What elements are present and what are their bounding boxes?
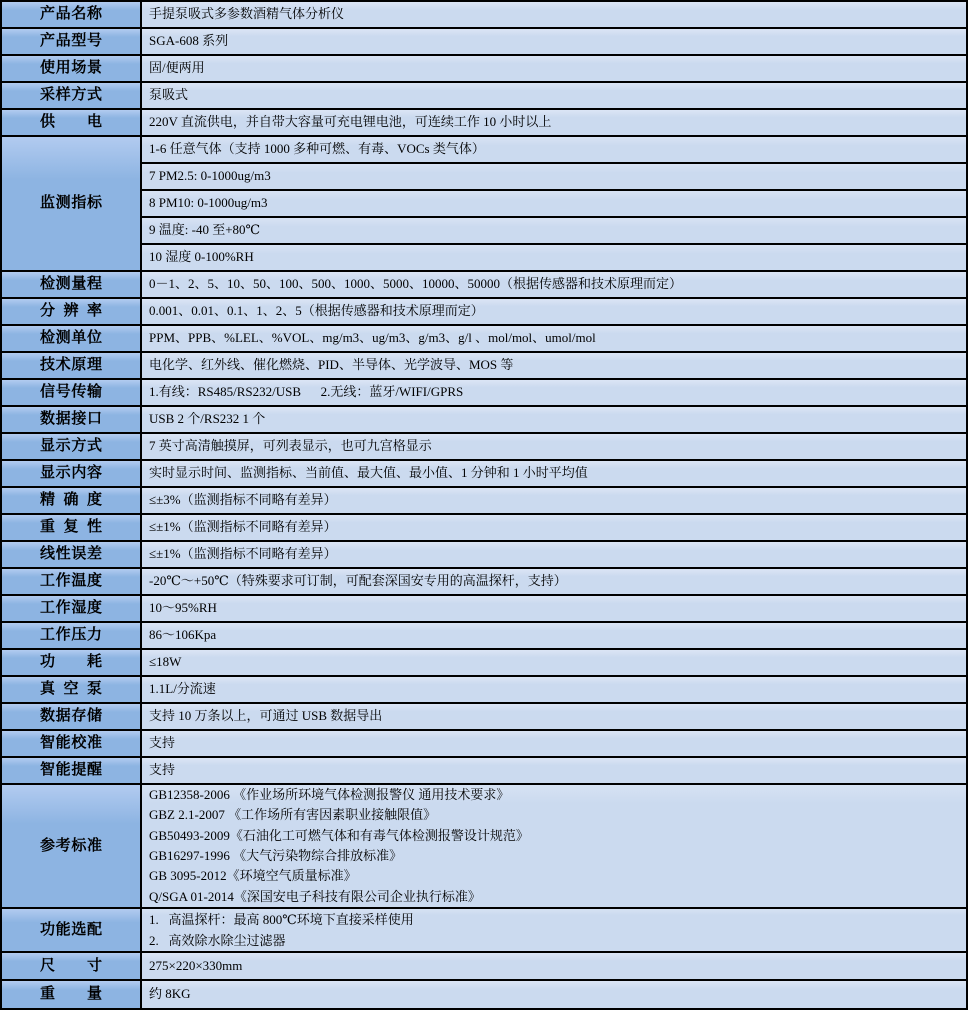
row-value [142,326,966,351]
row-label-text: 数据接口 [40,410,102,428]
spec-row-working-humidity [2,596,966,623]
spec-row-monitoring-indicators [2,137,966,272]
row-value [142,380,966,405]
row-value-text: 220V 直流供电，并自带大容量可充电锂电池，可连续工作 10 小时以上 [149,114,552,130]
row-label [2,981,142,1008]
spec-row-resolution [2,299,966,326]
row-label [2,83,142,108]
row-value-text: 10 湿度 0-100%RH [149,249,254,265]
row-value-text: 电化学、红外线、催化燃烧、PID、半导体、光学波导、MOS 等 [149,357,514,373]
monitoring-indicator-item [142,164,966,191]
row-label [2,29,142,54]
spec-row-linearity-error [2,542,966,569]
row-label-text: 工作湿度 [40,599,102,617]
reference-standard-line: GB50493-2009《石油化工可燃气体和有毒气体检测报警设计规范》 [149,827,529,843]
row-label-text: 尺寸 [40,956,102,974]
spec-row-optional-features [2,909,966,953]
row-value-text: 9 温度: -40 至+80℃ [149,222,261,238]
spec-row-product-name [2,2,966,29]
spec-row-usage-scene [2,56,966,83]
spec-row-weight [2,981,966,1008]
optional-feature-line: 1. 高温探杆：最高 800℃环境下直接采样使用 [149,912,414,927]
row-value [142,515,966,540]
row-label [2,272,142,297]
optional-feature-line: 2. 高效除水除尘过滤器 [149,933,286,948]
row-value-text: 泵吸式 [149,87,189,103]
row-label [2,569,142,594]
row-label [2,515,142,540]
row-value [142,272,966,297]
row-label-text: 产品型号 [40,32,102,50]
row-label-text: 参考标准 [40,836,102,854]
row-value [142,29,966,54]
row-value [142,758,966,783]
row-label [2,461,142,486]
spec-row-power-supply [2,110,966,137]
row-label-text: 功能选配 [40,920,102,938]
spec-row-display-mode [2,434,966,461]
row-label-text: 线性误差 [40,545,102,563]
spec-row-detection-range [2,272,966,299]
row-label-text: 数据存储 [40,707,102,725]
spec-row-data-interface [2,407,966,434]
row-label [2,353,142,378]
row-value-text: 86～106Kpa [149,627,217,643]
row-value-text: 手提泵吸式多参数酒精气体分析仪 [149,6,345,22]
row-label-text: 产品名称 [40,5,102,23]
row-label [2,650,142,675]
row-value [142,488,966,513]
row-label-text: 显示内容 [40,464,102,482]
row-label [2,758,142,783]
row-value [142,407,966,432]
row-label [2,596,142,621]
row-value [142,434,966,459]
spec-row-vacuum-pump [2,677,966,704]
row-value-text: USB 2 个/RS232 1 个 [149,411,266,427]
row-value-text: 8 PM10: 0-1000ug/m3 [149,195,268,211]
row-label-text: 技术原理 [40,356,102,374]
row-value-text: 10～95%RH [149,600,217,616]
row-value-text: -20℃～+50℃（特殊要求可订制，可配套深国安专用的高温探杆，支持） [149,573,567,589]
row-value [142,623,966,648]
row-label [2,110,142,135]
row-label [2,677,142,702]
row-label [2,137,142,270]
row-label-text: 检测量程 [40,275,102,293]
row-label [2,2,142,27]
row-value [142,542,966,567]
reference-standard-line: GB 3095-2012《环境空气质量标准》 [149,868,357,884]
row-label-text: 工作温度 [40,572,102,590]
spec-row-reference-standards [2,785,966,909]
row-label-text: 功耗 [40,653,102,671]
row-value-text: 1-6 任意气体（支持 1000 多种可燃、有毒、VOCs 类气体） [149,141,485,157]
row-label [2,623,142,648]
row-value [142,596,966,621]
row-value-text: ≤18W [149,654,182,670]
monitoring-indicator-item [142,191,966,218]
row-label [2,380,142,405]
row-label [2,56,142,81]
row-value-text: ≤±3%（监测指标不同略有差异） [149,492,337,508]
row-label-text: 重复性 [40,518,102,536]
monitoring-indicator-item [142,245,966,270]
row-label-text: 智能校准 [40,734,102,752]
spec-row-smart-reminder [2,758,966,785]
row-value-text: PPM、PPB、%LEL、%VOL、mg/m3、ug/m3、g/m3、g/l 、mol/mol、umol/mol [149,330,596,346]
spec-row-dimensions [2,953,966,981]
row-value [142,569,966,594]
row-value-text: 1.1L/分流速 [149,681,216,697]
row-value-text: 固/便两用 [149,60,205,76]
spec-row-smart-calibration [2,731,966,758]
row-value-text: 支持 [149,762,176,778]
row-label-text: 信号传输 [40,383,102,401]
monitoring-indicator-item [142,137,966,164]
row-label-text: 供电 [40,113,102,131]
row-value-text: 1.有线：RS485/RS232/USB 2.无线：蓝牙/WIFI/GPRS [149,384,464,400]
row-label-text: 重量 [40,985,102,1003]
row-value-text: 0.001、0.01、0.1、1、2、5（根据传感器和技术原理而定） [149,303,484,319]
spec-row-sampling-method [2,83,966,110]
row-label [2,704,142,729]
row-label-text: 使用场景 [40,59,102,77]
spec-row-accuracy [2,488,966,515]
row-label [2,731,142,756]
row-label [2,909,142,951]
row-label-text: 分辨率 [40,302,102,320]
row-value [142,650,966,675]
monitoring-indicator-list [142,137,966,270]
optional-feature-list [142,909,966,951]
spec-row-display-content [2,461,966,488]
spec-row-product-model [2,29,966,56]
reference-standard-list [142,785,966,907]
spec-row-signal-transmission [2,380,966,407]
row-label-text: 精确度 [40,491,102,509]
row-label-text: 监测指标 [40,194,102,212]
spec-row-working-pressure [2,623,966,650]
spec-row-power-consumption [2,650,966,677]
row-label [2,785,142,907]
row-label [2,326,142,351]
row-value [142,2,966,27]
row-value-text: ≤±1%（监测指标不同略有差异） [149,519,337,535]
row-label [2,542,142,567]
row-label [2,407,142,432]
spec-row-detection-unit [2,326,966,353]
row-value [142,353,966,378]
row-value-text: 支持 10 万条以上，可通过 USB 数据导出 [149,708,383,724]
row-label [2,299,142,324]
reference-standard-line: GB12358-2006 《作业场所环境气体检测报警仪 通用技术要求》 [149,787,510,803]
row-value-text: ≤±1%（监测指标不同略有差异） [149,546,337,562]
reference-standard-line: GBZ 2.1-2007 《工作场所有害因素职业接触限值》 [149,807,437,823]
row-value [142,299,966,324]
row-label-text: 真空泵 [40,680,102,698]
row-value [142,704,966,729]
row-label [2,434,142,459]
row-label [2,953,142,979]
row-value [142,981,966,1008]
row-value-text: 275×220×330mm [149,957,243,973]
row-label-text: 采样方式 [40,86,102,104]
row-value-text: 支持 [149,735,176,751]
spec-row-technical-principle [2,353,966,380]
row-label [2,488,142,513]
row-label-text: 工作压力 [40,626,102,644]
reference-standard-line: Q/SGA 01-2014《深国安电子科技有限公司企业执行标准》 [149,888,481,904]
row-label-text: 智能提醒 [40,761,102,779]
row-value [142,731,966,756]
row-value [142,56,966,81]
row-value [142,83,966,108]
row-value-text: 7 英寸高清触摸屏，可列表显示，也可九宫格显示 [149,438,432,454]
spec-row-repeatability [2,515,966,542]
row-label-text: 检测单位 [40,329,102,347]
reference-standard-line: GB16297-1996 《大气污染物综合排放标准》 [149,848,403,863]
row-value-text: 0－1、2、5、10、50、100、500、1000、5000、10000、50000（根据传感器和技术原理而定） [149,276,683,292]
row-value-text: 实时显示时间、监测指标、当前值、最大值、最小值、1 分钟和 1 小时平均值 [149,465,588,481]
row-label-text: 显示方式 [40,437,102,455]
row-value-text: 7 PM2.5: 0-1000ug/m3 [149,168,271,184]
row-value [142,953,966,979]
row-value-text: SGA-608 系列 [149,33,229,49]
spec-row-data-storage [2,704,966,731]
monitoring-indicator-item [142,218,966,245]
row-value [142,461,966,486]
row-value [142,110,966,135]
row-value-text: 约 8KG [149,986,191,1002]
spec-row-working-temperature [2,569,966,596]
row-value [142,677,966,702]
